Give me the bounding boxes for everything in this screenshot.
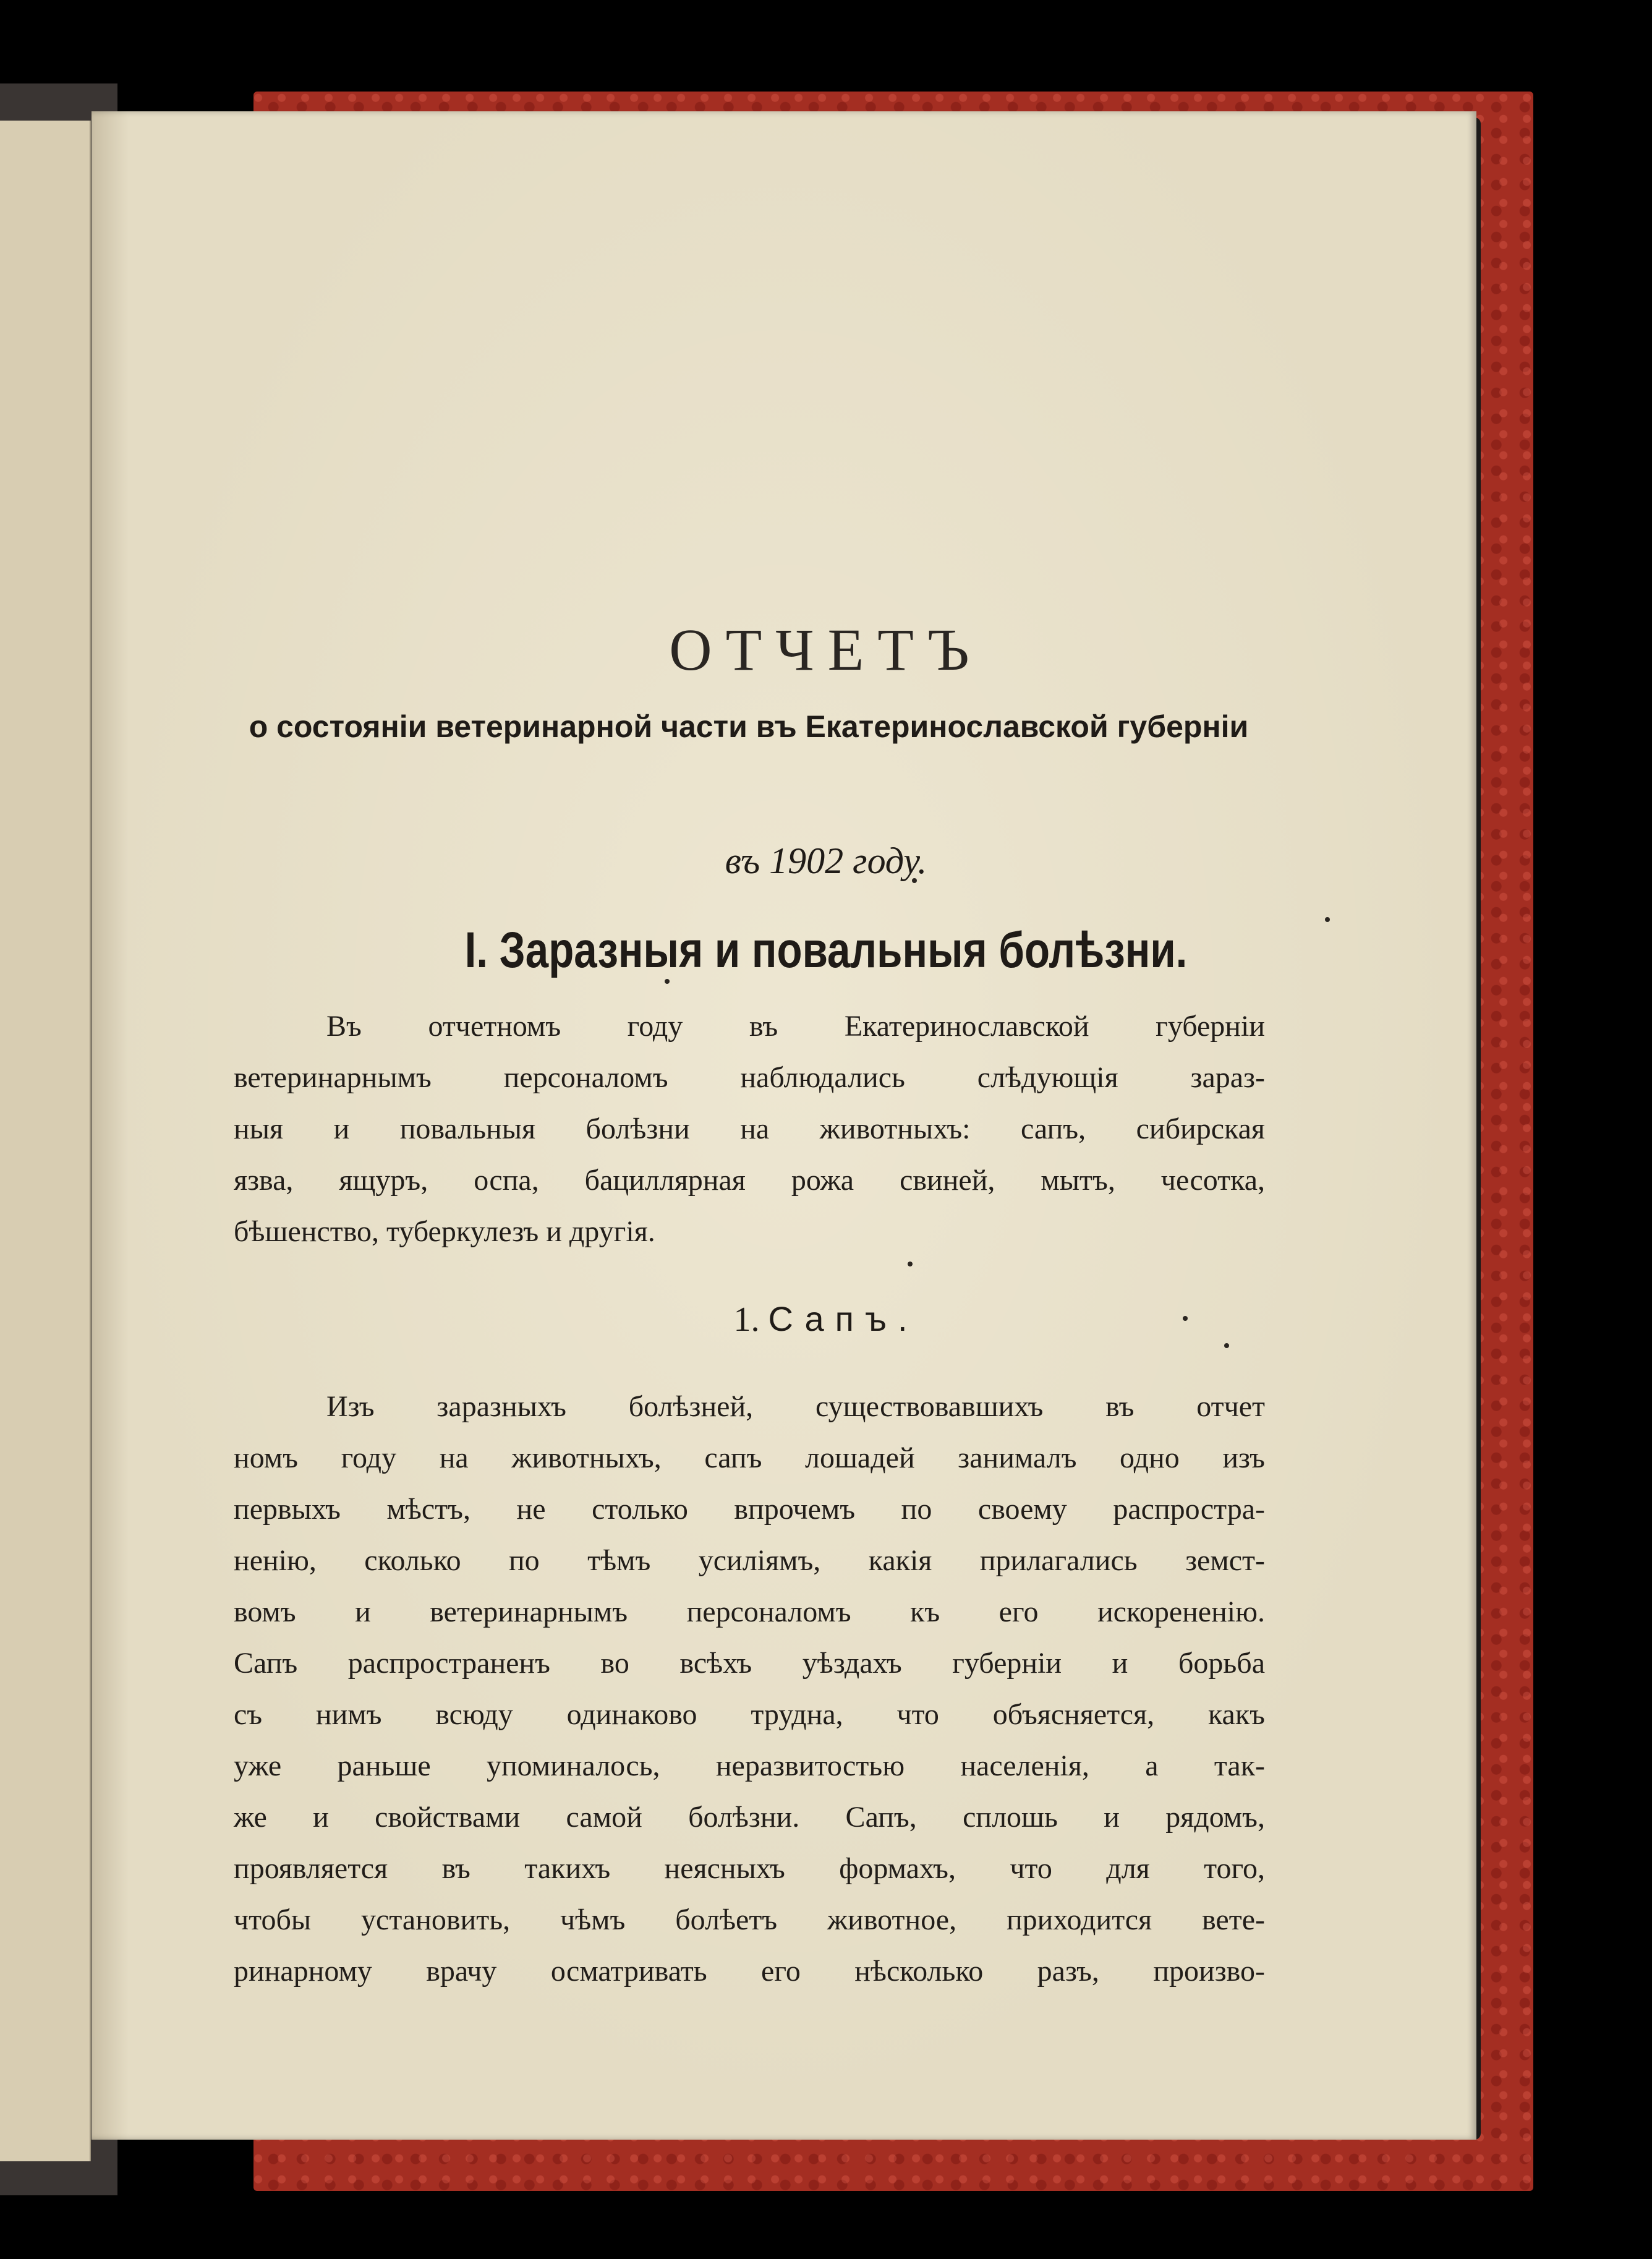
subsection-heading <box>0 1299 1652 1339</box>
document-title: ОТЧЕТЪ <box>669 617 983 683</box>
paragraph-intro <box>234 1001 1265 1257</box>
paragraph-line: первыхъ мѣстъ, не столько впрочемъ по своему распростра- <box>234 1493 1265 1526</box>
paragraph-line: уже раньше упоминалось, неразвитостью населенія, а так- <box>234 1749 1265 1782</box>
paragraph-line: проявляется въ такихъ неясныхъ формахъ, что для того, <box>234 1852 1265 1885</box>
section-heading: I. Заразныя и повальныя болѣзни. <box>464 922 1188 978</box>
document-subtitle: о состояніи ветеринарной части въ Екатеринославской губерніи <box>249 709 1249 744</box>
paragraph-line: ненію, сколько по тѣмъ усиліямъ, какія прилагались земст- <box>234 1544 1265 1577</box>
paragraph-line: бѣшенство, туберкулезъ и другія. <box>234 1215 655 1248</box>
paragraph-line: вомъ и ветеринарнымъ персоналомъ къ его искорененію. <box>234 1595 1265 1628</box>
paragraph-glanders <box>234 1381 1265 1997</box>
paragraph-line: же и свойствами самой болѣзни. Сапъ, сплошь и рядомъ, <box>234 1801 1265 1834</box>
paragraph-line: Изъ заразныхъ болѣзней, существовавшихъ въ отчет <box>326 1390 1265 1423</box>
paragraph-line: съ нимъ всюду одинаково трудна, что объясняется, какъ <box>234 1698 1265 1731</box>
paragraph-line: номъ году на животныхъ, сапъ лошадей занималъ одно изъ <box>234 1441 1265 1474</box>
paragraph-line: чтобы установить, чѣмъ болѣетъ животное, приходится вете- <box>234 1903 1265 1936</box>
paragraph-line: ныя и повальныя болѣзни на животныхъ: сапъ, сибирская <box>234 1112 1265 1145</box>
subsection-title: Сапъ. <box>768 1299 919 1338</box>
paragraph-line: ринарному врачу осматривать его нѣсколько разъ, произво- <box>234 1955 1265 1988</box>
paragraph-line: Сапъ распространенъ во всѣхъ уѣздахъ губерніи и борьба <box>234 1647 1265 1680</box>
subsection-number: 1. <box>733 1300 760 1339</box>
report-year-line: въ 1902 году. <box>725 840 927 881</box>
paragraph-line: Въ отчетномъ году въ Екатеринославской губерніи <box>326 1010 1265 1043</box>
paragraph-line: язва, ящуръ, оспа, бациллярная рожа свиней, мытъ, чесотка, <box>234 1164 1265 1197</box>
paragraph-line: ветеринарнымъ персоналомъ наблюдались слѣдующія зараз- <box>234 1061 1265 1094</box>
